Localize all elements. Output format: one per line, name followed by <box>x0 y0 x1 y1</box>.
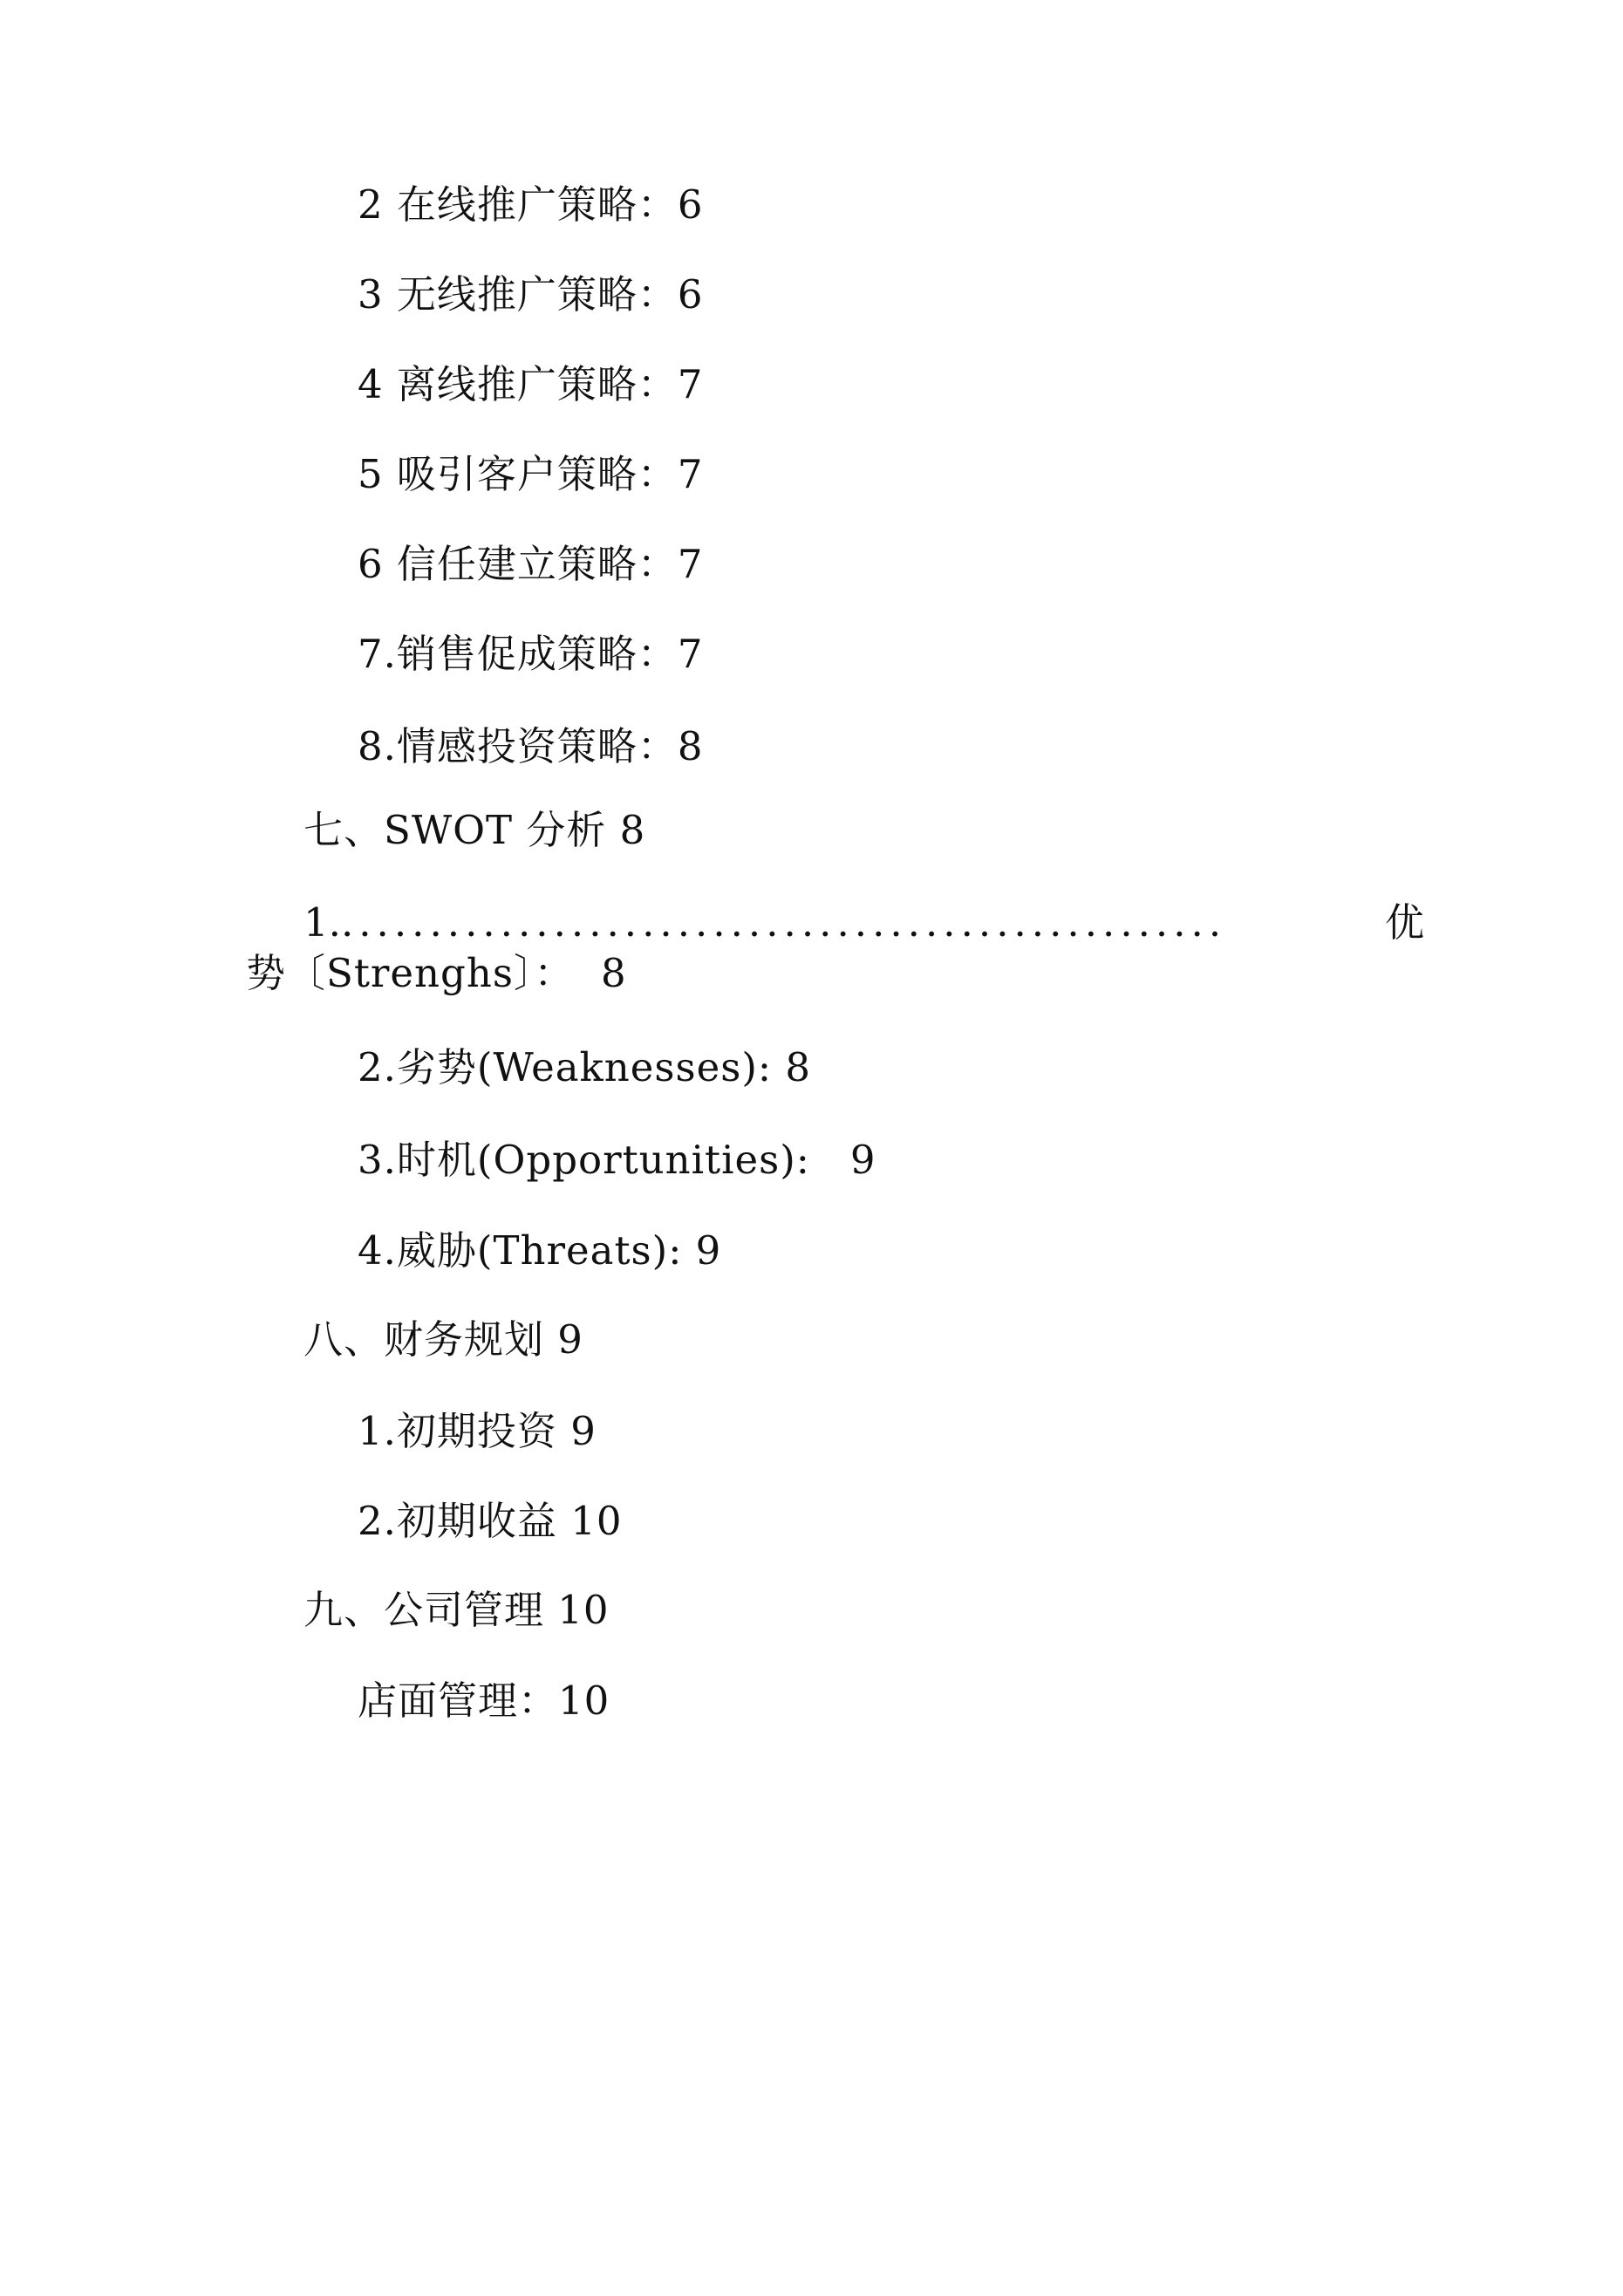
toc-entry-sales-closing: 7.销售促成策略：7 <box>358 631 704 677</box>
toc-section-swot: 七、SWOT 分析 8 <box>303 807 646 853</box>
toc-entry-wrap-start: 优 <box>1384 899 1424 946</box>
toc-entry-attract-customers: 5 吸引客户策略：7 <box>358 451 704 497</box>
toc-entry-wireless-promotion: 3 无线推广策略：6 <box>358 271 704 318</box>
toc-entry-number: 1. <box>303 899 341 946</box>
toc-entry-trust-building: 6 信任建立策略：7 <box>358 541 704 587</box>
toc-entry-strengths: 势〔Strenghs〕： 8 <box>246 950 627 996</box>
toc-entry-store-management: 店面管理：10 <box>358 1678 610 1724</box>
toc-section-financial-planning: 八、财务规划 9 <box>303 1316 583 1363</box>
toc-entry-offline-promotion: 4 离线推广策略：7 <box>358 361 704 407</box>
toc-entry-opportunities: 3.时机(Opportunities): 9 <box>358 1137 876 1183</box>
toc-entry-initial-revenue: 2.初期收益 10 <box>358 1498 623 1544</box>
toc-entry-weaknesses: 2.劣势(Weaknesses): 8 <box>358 1044 811 1090</box>
toc-entry-online-promotion: 2 在线推广策略：6 <box>358 181 704 228</box>
toc-entry-strengths-leader <box>303 899 1424 947</box>
toc-section-company-management: 九、公司管理 10 <box>303 1587 610 1633</box>
dot-leader: .................................................. <box>340 899 1227 946</box>
toc-entry-threats: 4.威胁(Threats): 9 <box>358 1227 722 1274</box>
toc-entry-emotional-investment: 8.情感投资策略：8 <box>358 723 704 769</box>
toc-entry-initial-investment: 1.初期投资 9 <box>358 1408 597 1454</box>
